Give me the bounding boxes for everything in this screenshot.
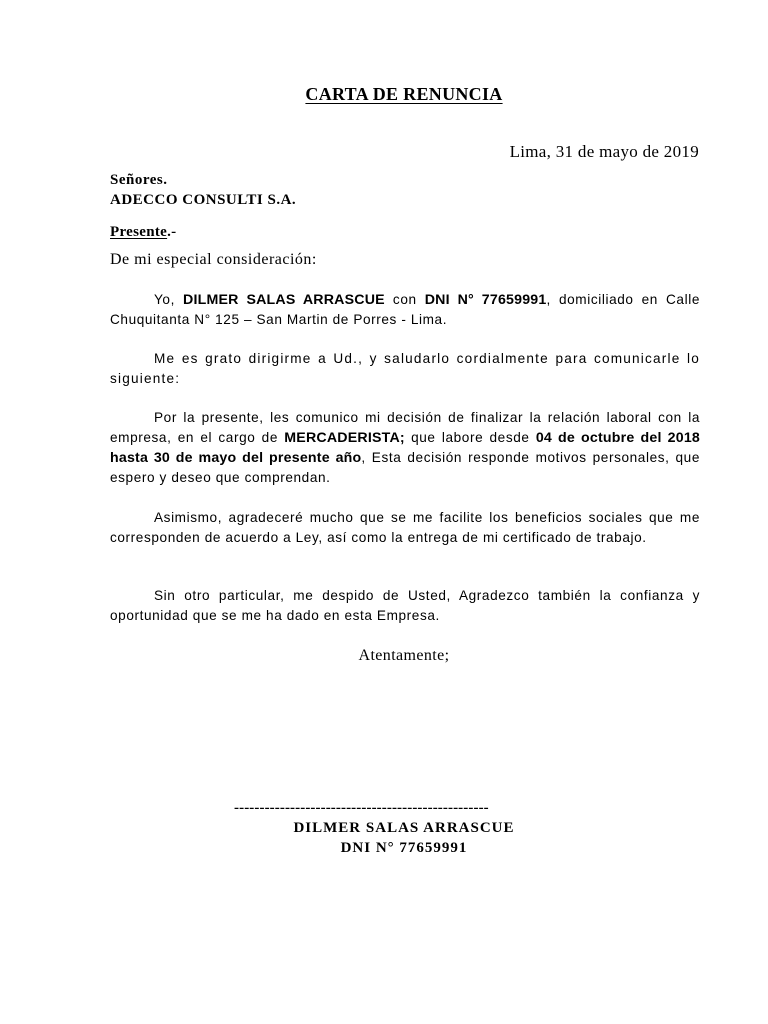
letter-date: Lima, 31 de mayo de 2019	[509, 142, 699, 161]
letter-title-text: CARTA DE RENUNCIA	[305, 84, 503, 104]
p3-text-1: Por la presente, les comunico mi decisión de finalizar la relación laboral con la empresa, en el cargo de	[110, 410, 700, 445]
p4-text: Asimismo, agradeceré mucho que se me facilite los beneficios sociales que me corresponden de acuerdo a Ley, así como la entrega de mi certificado de trabajo.	[110, 510, 700, 545]
paragraph-identification	[110, 290, 700, 330]
p1-name: DILMER SALAS ARRASCUE	[183, 292, 385, 308]
p3-cargo: MERCADERISTA;	[284, 430, 405, 446]
p1-text-2: con	[384, 292, 425, 307]
p3-text-2: que labore desde	[404, 430, 536, 445]
closing-line: Atentamente;	[358, 647, 450, 664]
signature-name: DILMER SALAS ARRASCUE	[293, 820, 515, 836]
paragraph-resignation	[110, 408, 700, 488]
p1-dni: DNI N° 77659991	[424, 292, 547, 308]
addressee-company: ADECCO CONSULTI S.A.	[110, 192, 297, 208]
p3-text-3: , Esta decisión responde motivos personales, que espero y deseo que comprendan.	[110, 450, 700, 485]
paragraph-greeting	[110, 349, 700, 389]
p5-text: Sin otro particular, me despido de Usted, Agradezco también la confianza y oportunidad que se me ha dado en esta Empresa.	[110, 588, 700, 623]
signature-dni: DNI N° 77659991	[340, 840, 468, 856]
p2-text: Me es grato dirigirme a Ud., y saludarlo cordialmente para comunicarle lo siguiente:	[110, 351, 700, 386]
presente-word: Presente	[110, 224, 168, 240]
paragraph-benefits	[110, 508, 700, 548]
addressee-salutation: Señores.	[110, 172, 168, 188]
signature-line: --------------------------------------------------	[234, 800, 489, 816]
paragraph-farewell	[110, 586, 700, 626]
presente-suffix: .-	[167, 224, 177, 240]
p1-text-1: Yo,	[154, 292, 184, 307]
addressee-block	[110, 170, 296, 210]
presente-heading	[110, 224, 176, 241]
letter-title	[0, 84, 768, 105]
opening-line: De mi especial consideración:	[110, 251, 317, 268]
p3-periodo: 04 de octubre del 2018 hasta 30 de mayo del presente año	[110, 430, 700, 466]
p1-text-3: , domiciliado en Calle Chuquitanta N° 125 – San Martin de Porres - Lima.	[110, 292, 700, 327]
